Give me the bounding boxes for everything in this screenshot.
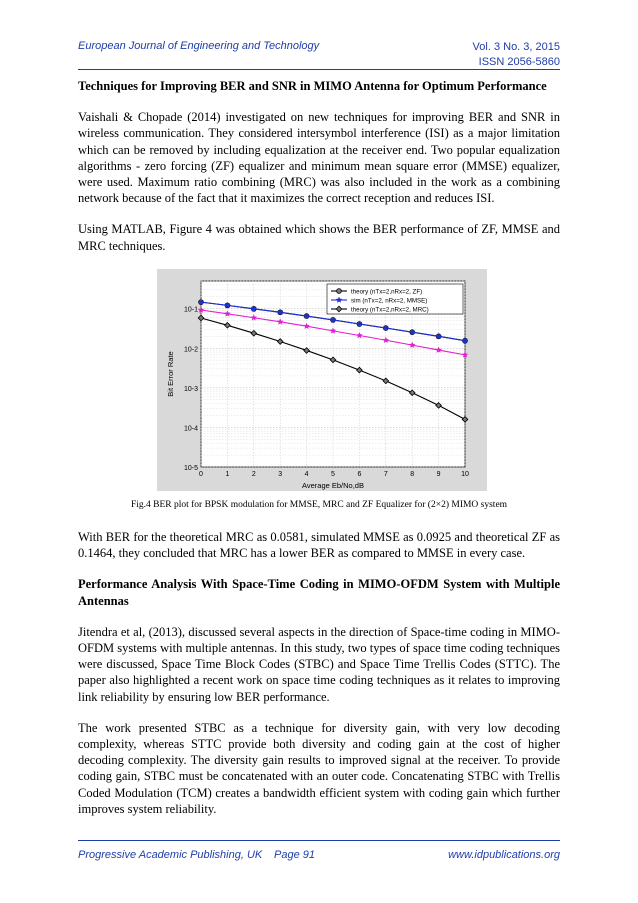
header-rule <box>78 69 560 70</box>
section1-paragraph-1: Vaishali & Chopade (2014) investigated on new techniques for improving BER and SNR in wireless communication. They considered intersymbol interference (ISI) as a major limitation which can be removed by including equalization at the receiver end. Two popular equalization algorithms - zero forcing (ZF) equalizer and minimum mean square error (MMSE) equalizer, were used. Maximum ratio combining (MRC) was also included in the work as a combining network because of the fact that it maximizes the correct reception and reduces ISI. <box>78 110 560 206</box>
x-tick-label: 3 <box>278 470 283 478</box>
section2-paragraph-2: The work presented STBC as a technique for diversity gain, with very low decoding complexity, whereas STTC provide both diversity and coding gain at the cost of higher decoding complexity. The diversity gain results to improved signal at the receiver. To provide coding gain, STBC must be concatenated with an outer code. Concatenating STBC with Trellis Coded Modulation (TCM) creates a bandwidth efficient system with coding gain which further improves system reliability. <box>78 720 560 816</box>
figure-caption: Fig.4 BER plot for BPSK modulation for MMSE, MRC and ZF Equalizer for (2×2) MIMO system <box>130 499 508 510</box>
volume-issn <box>473 40 560 70</box>
y-tick-label: 10-1 <box>183 306 198 314</box>
main-content <box>78 78 560 832</box>
y-tick-label: 10-5 <box>183 464 198 472</box>
journal-title: European Journal of Engineering and Technology <box>78 40 320 52</box>
volume-info: Vol. 3 No. 3, 2015 <box>472 41 560 53</box>
x-tick-label: 8 <box>410 470 415 478</box>
x-tick-label: 7 <box>383 470 388 478</box>
legend-label: theory (nTx=2,nRx=2, MRC) <box>351 306 429 314</box>
chart-legend <box>327 284 463 314</box>
figure-4 <box>78 269 560 491</box>
x-tick-label: 4 <box>304 470 309 478</box>
section1-paragraph-2: Using MATLAB, Figure 4 was obtained which shows the BER performance of ZF, MMSE and MRC techniques. <box>78 222 560 253</box>
legend-marker <box>337 288 342 293</box>
x-axis-label: Average Eb/No,dB <box>302 480 364 490</box>
section1-paragraph-3: With BER for the theoretical MRC as 0.0581, simulated MMSE as 0.0925 and theoretical ZF as 0.1464, they concluded that MRC has a lower BER as compared to MMSE in every case. <box>78 530 560 561</box>
page-number: Page 91 <box>274 849 315 861</box>
y-tick-label: 10-3 <box>183 385 198 393</box>
x-tick-label: 6 <box>357 470 362 478</box>
issn-info: ISSN 2056-5860 <box>478 56 560 68</box>
x-tick-label: 5 <box>331 470 335 478</box>
website-url: www.idpublications.org <box>448 849 560 861</box>
publisher: Progressive Academic Publishing, UK <box>78 849 263 861</box>
x-tick-label: 10 <box>461 470 469 478</box>
section2-heading: Performance Analysis With Space-Time Coding in MIMO-OFDM System with Multiple Antennas <box>78 577 560 608</box>
x-tick-label: 0 <box>199 470 203 478</box>
footer-rule <box>78 840 560 841</box>
x-tick-label: 2 <box>251 470 256 478</box>
section1-heading: Techniques for Improving BER and SNR in MIMO Antenna for Optimum Performance <box>78 79 547 93</box>
ber-chart <box>157 269 487 491</box>
legend-label: theory (nTx=2,nRx=2, ZF) <box>351 288 423 296</box>
legend-label: sim (nTx=2, nRx=2, MMSE) <box>351 297 428 305</box>
y-axis-label: Bit Error Rate <box>166 351 175 397</box>
y-tick-label: 10-2 <box>183 346 198 354</box>
x-tick-label: 1 <box>225 470 230 478</box>
section2-paragraph-1: Jitendra et al, (2013), discussed several aspects in the direction of Space-time coding in MIMO-OFDM systems with multiple antennas. In this study, two types of space time coding techniques were discussed, Space Time Block Codes (STBC) and Space Time Trellis Codes (STTC). The paper also highlighted a recent work on space time coding techniques as it relates to improving link reliability by ensuring low BER performance. <box>78 624 560 704</box>
y-tick-label: 10-4 <box>183 425 198 433</box>
x-tick-label: 9 <box>436 470 441 478</box>
